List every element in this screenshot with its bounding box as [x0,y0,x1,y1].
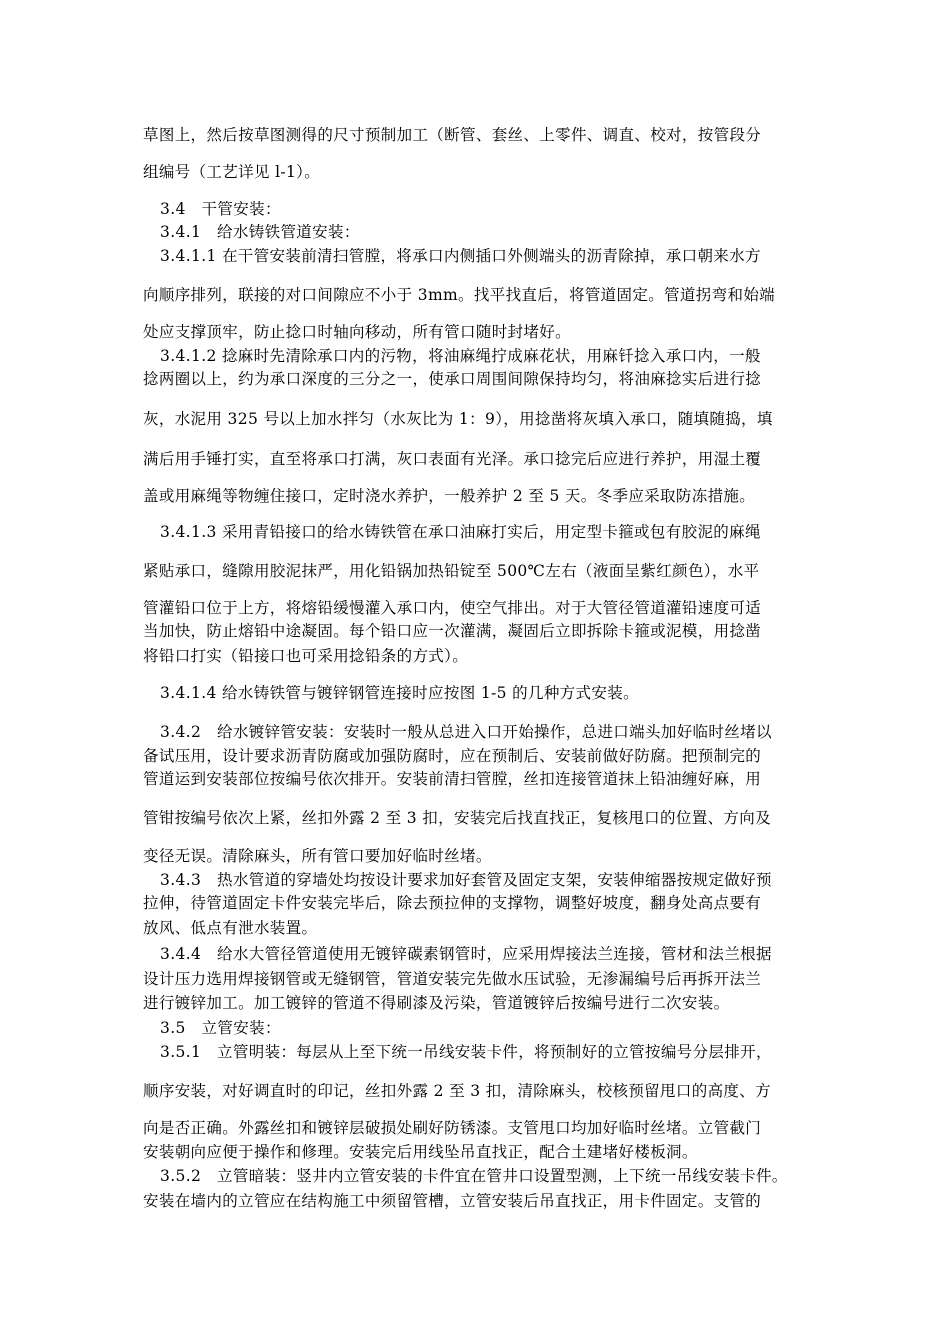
text-line: 向顺序排列，联接的对口间隙应不小于 3mm。找平找直后，将管道固定。管道拐弯和始端 [143,286,776,304]
section-heading: 3.4 干管安装： [160,200,281,218]
text-line: 捻两圈以上，约为承口深度的三分之一，使承口周围间隙保持均匀，将油麻捻实后进行捻 [143,370,762,388]
text-line: 管钳按编号依次上紧，丝扣外露 2 至 3 扣，安装完后找直找正，复核甩口的位置、方向及 [143,809,771,827]
text-line: 进行镀锌加工。加工镀锌的管道不得刷漆及污染，管道镀锌后按编号进行二次安装。 [143,994,730,1012]
text-line: 3.4.1.2 捻麻时先清除承口内的污物，将油麻绳拧成麻花状，用麻钎捻入承口内，一般 [160,347,761,365]
text-line: 3.4.1.3 采用青铅接口的给水铸铁管在承口油麻打实后，用定型卡箍或包有胶泥的麻绳 [160,523,761,541]
text-line: 备试压用，设计要求沥青防腐或加强防腐时，应在预制后、安装前做好防腐。把预制完的 [143,747,762,765]
text-line: 灰，水泥用 325 号以上加水拌匀（水灰比为 1：9），用捻凿将灰填入承口，随填随捣，填 [143,410,773,428]
text-line: 管灌铅口位于上方，将熔铅缓慢灌入承口内，使空气排出。对于大管径管道灌铅速度可适 [143,599,762,617]
text-line: 3.4.1.1 在干管安装前清扫管膛，将承口内侧插口外侧端头的沥青除掉，承口朝来水方 [160,247,761,265]
text-line: 设计压力选用焊接钢管或无缝钢管，管道安装完先做水压试验，无渗漏编号后再拆开法兰 [143,970,762,988]
text-line: 安装朝向应便于操作和修理。安装完后用线坠吊直找正，配合土建堵好楼板洞。 [143,1143,698,1161]
text-line: 组编号（工艺详见 l-1）。 [143,163,321,181]
text-line: 变径无误。清除麻头，所有管口要加好临时丝堵。 [143,847,492,865]
text-line: 3.4.3 热水管道的穿墙处均按设计要求加好套管及固定支架，安装伸缩器按规定做好预 [160,871,772,889]
section-heading: 3.5 立管安装： [160,1019,281,1037]
text-line: 向是否正确。外露丝扣和镀锌层破损处刷好防锈漆。支管甩口均加好临时丝堵。立管截门 [143,1119,762,1137]
text-line: 盖或用麻绳等物缠住接口，定时浇水养护，一般养护 2 至 5 天。冬季应采取防冻措施。 [143,487,756,505]
text-line: 当加快，防止熔铅中途凝固。每个铅口应一次灌满，凝固后立即拆除卡箍或泥模，用捻凿 [143,622,762,640]
text-line: 处应支撑顶牢，防止捻口时轴向移动，所有管口随时封堵好。 [143,323,571,341]
text-line: 3.4.1.4 给水铸铁管与镀锌钢管连接时应按图 1-5 的几种方式安装。 [160,684,639,702]
text-line: 管道运到安装部位按编号依次排开。安装前清扫管膛，丝扣连接管道抹上铅油缠好麻，用 [143,770,762,788]
text-line: 安装在墙内的立管应在结构施工中须留管槽，立管安装后吊直找正，用卡件固定。支管的 [143,1192,762,1210]
text-line: 满后用手锤打实，直至将承口打满，灰口表面有光泽。承口捻完后应进行养护，用湿土覆 [143,450,762,468]
text-line: 拉伸，待管道固定卡件安装完毕后，除去预拉伸的支撑物，调整好坡度，翻身处高点要有 [143,894,762,912]
text-line: 3.5.1 立管明装：每层从上至下统一吊线安装卡件，将预制好的立管按编号分层排开， [160,1043,772,1061]
text-line: 3.4.2 给水镀锌管安装：安装时一般从总进入口开始操作，总进口端头加好临时丝堵以 [160,723,772,741]
text-line: 3.4.4 给水大管径管道使用无镀锌碳素钢管时，应采用焊接法兰连接，管材和法兰根据 [160,945,772,963]
text-line: 草图上，然后按草图测得的尺寸预制加工（断管、套丝、上零件、调直、校对，按管段分 [143,126,762,144]
text-line: 顺序安装，对好调直时的印记，丝扣外露 2 至 3 扣，清除麻头，校核预留甩口的高度、方 [143,1082,771,1100]
text-line: 将铅口打实（铅接口也可采用捻铅条的方式）。 [143,647,469,665]
text-line: 紧贴承口，缝隙用胶泥抹严，用化铅锅加热铅锭至 500℃左右（液面呈紫红颜色），水平 [143,562,760,580]
section-heading: 3.4.1 给水铸铁管道安装： [160,223,360,241]
text-line: 3.5.2 立管暗装：竖井内立管安装的卡件宜在管井口设置型测，上下统一吊线安装卡件。 [160,1167,788,1185]
text-line: 放风、低点有泄水装置。 [143,919,318,937]
